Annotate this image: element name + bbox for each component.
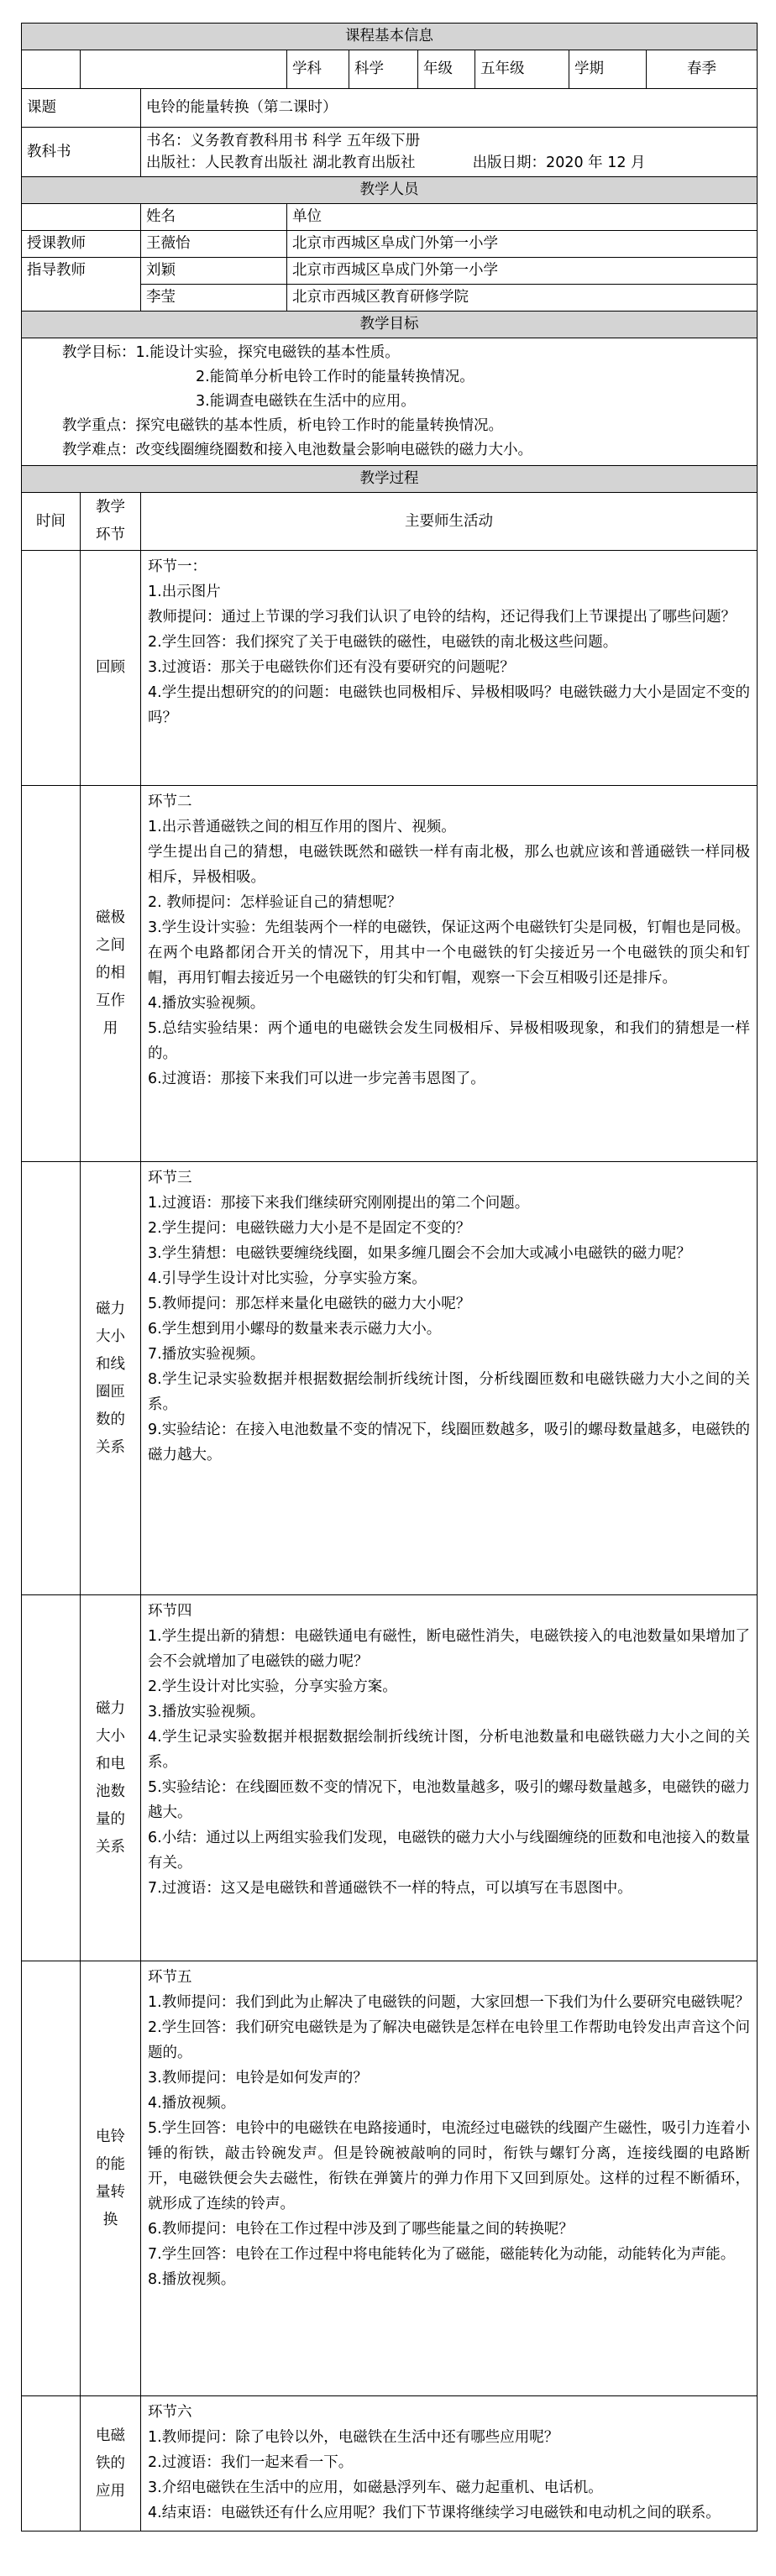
advisor-row	[22, 258, 758, 285]
step-item: 5.总结实验结果：两个通电的电磁铁会发生同极相斥、异极相吸现象，和我们的猜想是一样的。	[148, 1020, 751, 1062]
goal-item: 1.能设计实验，探究电磁铁的基本性质。	[135, 344, 400, 361]
stage-name: 电磁铁的应用	[96, 2427, 125, 2500]
step-title: 环节二	[148, 793, 192, 810]
stage-cell	[81, 786, 141, 1162]
textbook-label: 教科书	[22, 128, 141, 177]
basic-info-header-row	[22, 24, 758, 50]
process-header: 教学过程	[22, 466, 758, 493]
process-stage-row	[22, 786, 758, 1162]
step-item: 9.实验结论：在接入电池数量不变的情况下，线圈匝数越多，吸引的螺母数量越多，电磁铁的磁力越大。	[148, 1422, 751, 1463]
empty-cell	[22, 204, 141, 231]
empty-cell	[22, 50, 81, 89]
goal-label: 教学目标：	[62, 344, 136, 361]
activity-cell	[141, 1162, 758, 1595]
difficulty-line	[62, 438, 752, 463]
step-item: 学生提出自己的猜想，电磁铁既然和磁铁一样有南北极，那么也就应该和普通磁铁一样同极相斥，异极相吸。	[148, 844, 751, 886]
step-item: 8.学生记录实验数据并根据数据绘制折线统计图，分析线圈匝数和电磁铁磁力大小之间的关系。	[148, 1371, 751, 1413]
goals-row	[22, 338, 758, 466]
step-title: 环节四	[148, 1603, 192, 1620]
teacher-label: 授课教师	[22, 231, 141, 258]
step-item: 1.出示普通磁铁之间的相互作用的图片、视频。	[148, 819, 456, 835]
step-title: 环节一：	[148, 558, 207, 575]
step-item: 3.教师提问：电铃是如何发声的？	[148, 2070, 368, 2086]
step-item: 7.播放实验视频。	[148, 1346, 265, 1363]
topic-label: 课题	[22, 89, 141, 128]
step-item: 3.学生猜想：电磁铁要缠绕线圈，如果多缠几圈会不会加大或减小电磁铁的磁力呢？	[148, 1245, 691, 1262]
step-item: 4.结束语：电磁铁还有什么应用呢？我们下节课将继续学习电磁铁和电动机之间的联系。	[148, 2505, 721, 2521]
staff-unit-column: 单位	[287, 204, 758, 231]
step-item: 教师提问：通过上节课的学习我们认识了电铃的结构，还记得我们上节课提出了哪些问题？	[148, 609, 736, 626]
step-title: 环节三	[148, 1170, 192, 1186]
staff-header: 教学人员	[22, 177, 758, 204]
staff-name-column: 姓名	[141, 204, 287, 231]
step-item: 3.学生设计实验：先组装两个一样的电磁铁，保证这两个电磁铁钉尖是同极，钉帽也是同极。在两个电路都闭合开关的情况下，用其中一个电磁铁的钉尖接近另一个电磁铁的顶尖和钉帽，再用钉帽去接近另一个电磁铁的钉尖和钉帽，观察一下会互相吸引还是排斥。	[148, 919, 751, 987]
advisor-name: 李莹	[141, 285, 287, 312]
process-stage-row	[22, 1162, 758, 1595]
step-item: 7.学生回答：电铃在工作过程中将电能转化为了磁能，磁能转化为动能，动能转化为声能。	[148, 2246, 736, 2263]
step-item: 6.小结：通过以上两组实验我们发现，电磁铁的磁力大小与线圈缠绕的匝数和电池接入的数量有关。	[148, 1830, 751, 1872]
step-item: 7.过渡语：这又是电磁铁和普通磁铁不一样的特点，可以填写在韦恩图中。	[148, 1880, 632, 1897]
step-item: 4.播放视频。	[148, 2095, 236, 2112]
process-stage-row	[22, 1595, 758, 1961]
key-point-text: 探究电磁铁的基本性质，析电铃工作时的能量转换情况。	[135, 417, 503, 434]
time-cell	[22, 551, 81, 786]
lesson-plan-document	[21, 23, 757, 2531]
difficulty-text: 改变线圈缠绕圈数和接入电池数量会影响电磁铁的磁力大小。	[135, 442, 532, 458]
step-item: 2.学生回答：我们研究电磁铁是为了解决电磁铁是怎样在电铃里工作帮助电铃发出声音这个问题的。	[148, 2019, 751, 2061]
step-title: 环节六	[148, 2404, 192, 2421]
term-value: 春季	[647, 50, 758, 89]
step-title: 环节五	[148, 1969, 192, 1986]
activity-cell	[141, 1595, 758, 1961]
subject-label: 学科	[287, 50, 349, 89]
activity-cell	[141, 2396, 758, 2531]
step-item: 4.引导学生设计对比实验，分享实验方案。	[148, 1270, 427, 1287]
advisor-name: 刘颖	[141, 258, 287, 285]
key-point-label: 教学重点：	[62, 417, 136, 434]
process-header-row	[22, 466, 758, 493]
staff-header-row	[22, 177, 758, 204]
step-item: 8.播放视频。	[148, 2271, 236, 2288]
step-item: 3.过渡语：那关于电磁铁你们还有没有要研究的问题呢？	[148, 659, 515, 676]
step-item: 1.学生提出新的猜想：电磁铁通电有磁性，断电磁性消失，电磁铁接入的电池数量如果增加了会不会就增加了电磁铁的磁力呢？	[148, 1628, 751, 1670]
staff-columns-row	[22, 204, 758, 231]
stage-cell	[81, 2396, 141, 2531]
step-item: 5.教师提问：那怎样来量化电磁铁的磁力大小呢？	[148, 1296, 471, 1312]
stage-cell	[81, 1595, 141, 1961]
step-item: 3.播放实验视频。	[148, 1704, 265, 1720]
process-columns-row	[22, 493, 758, 551]
step-item: 3.介绍电磁铁在生活中的应用，如磁悬浮列车、磁力起重机、电话机。	[148, 2479, 603, 2496]
step-item: 2.学生回答：我们探究了关于电磁铁的磁性，电磁铁的南北极这些问题。	[148, 634, 618, 651]
stage-name: 磁极之间的相互作用	[96, 909, 125, 1037]
step-item: 1.过渡语：那接下来我们继续研究刚刚提出的第二个问题。	[148, 1195, 530, 1212]
step-item: 4.学生提出想研究的的问题：电磁铁也同极相斥、异极相吸吗？电磁铁磁力大小是固定不变的吗？	[148, 684, 751, 726]
goal-item: 3.能调查电磁铁在生活中的应用。	[196, 393, 416, 410]
process-stage-row	[22, 551, 758, 786]
stage-name: 磁力大小和电池数量的关系	[96, 1699, 125, 1856]
goal-item: 2.能简单分析电铃工作时的能量转换情况。	[196, 369, 475, 385]
textbook-publisher: 出版社：人民教育出版社 湖北教育出版社	[146, 154, 416, 171]
activity-cell	[141, 786, 758, 1162]
stage-column-header	[81, 493, 141, 551]
topic-row	[22, 89, 758, 128]
time-cell	[22, 1162, 81, 1595]
stage-cell	[81, 551, 141, 786]
step-item: 2.学生提问：电磁铁磁力大小是不是固定不变的？	[148, 1220, 471, 1237]
step-item: 6.教师提问：电铃在工作过程中涉及到了哪些能量之间的转换呢？	[148, 2221, 574, 2238]
advisor-unit: 北京市西城区教育研修学院	[287, 285, 758, 312]
textbook-publisher-line	[146, 152, 752, 174]
difficulty-label: 教学难点：	[62, 442, 136, 458]
process-stage-row	[22, 2396, 758, 2531]
advisor-label: 指导教师	[22, 258, 141, 312]
topic-value: 电铃的能量转换（第二课时）	[141, 89, 758, 128]
stage-name: 电铃的能量转换	[96, 2128, 125, 2228]
textbook-row	[22, 128, 758, 177]
stage-cell	[81, 1961, 141, 2396]
step-item: 1.教师提问：我们到此为止解决了电磁铁的问题，大家回想一下我们为什么要研究电磁铁呢？	[148, 1994, 750, 2011]
term-label: 学期	[569, 50, 647, 89]
step-item: 4.学生记录实验数据并根据数据绘制折线统计图，分析电池数量和电磁铁磁力大小之间的关系。	[148, 1729, 751, 1771]
stage-cell	[81, 1162, 141, 1595]
goals-cell	[22, 338, 758, 466]
advisor-unit: 北京市西城区阜成门外第一小学	[287, 258, 758, 285]
step-item: 1.出示图片	[148, 584, 221, 600]
time-column-header: 时间	[22, 493, 81, 551]
time-cell	[22, 1595, 81, 1961]
teacher-row	[22, 231, 758, 258]
subject-value: 科学	[349, 50, 418, 89]
step-item: 2.学生设计对比实验，分享实验方案。	[148, 1678, 397, 1695]
activity-column-header: 主要师生活动	[141, 493, 758, 551]
textbook-info	[141, 128, 758, 177]
time-cell	[22, 1961, 81, 2396]
textbook-title: 书名：义务教育教科用书 科学 五年级下册	[146, 133, 421, 149]
teacher-name: 王薇怡	[141, 231, 287, 258]
goals-header: 教学目标	[22, 312, 758, 338]
step-item: 6.学生想到用小螺母的数量来表示磁力大小。	[148, 1321, 442, 1338]
step-item: 6.过渡语：那接下来我们可以进一步完善韦恩图了。	[148, 1071, 485, 1087]
empty-cell	[81, 50, 287, 89]
basic-info-header: 课程基本信息	[22, 24, 758, 50]
step-item: 2.过渡语：我们一起来看一下。	[148, 2454, 354, 2471]
time-cell	[22, 2396, 81, 2531]
grade-value: 五年级	[475, 50, 569, 89]
teacher-unit: 北京市西城区阜成门外第一小学	[287, 231, 758, 258]
step-item: 5.学生回答：电铃中的电磁铁在电路接通时，电流经过电磁铁的线圈产生磁性，吸引力连着小锤的衔铁，敲击铃碗发声。但是铃碗被敲响的同时，衔铁与螺钉分离，连接线圈的电路断开，电磁铁便会失去磁性，衔铁在弹簧片的弹力作用下又回到原处。这样的过程不断循环，就形成了连续的铃声。	[148, 2120, 751, 2212]
lesson-plan-table	[21, 23, 758, 2531]
grade-label: 年级	[418, 50, 475, 89]
process-stage-row	[22, 1961, 758, 2396]
step-item: 1.教师提问：除了电铃以外，电磁铁在生活中还有哪些应用呢？	[148, 2429, 559, 2446]
step-item: 4.播放实验视频。	[148, 995, 265, 1012]
step-item: 5.实验结论：在线圈匝数不变的情况下，电池数量越多，吸引的螺母数量越多，电磁铁的磁力越大。	[148, 1779, 751, 1821]
goal-line	[62, 341, 752, 365]
time-cell	[22, 786, 81, 1162]
stage-name: 回顾	[96, 659, 125, 676]
goals-header-row	[22, 312, 758, 338]
stage-column-label: 教学环节	[96, 499, 125, 543]
activity-cell	[141, 1961, 758, 2396]
textbook-date: 出版日期：2020 年 12 月	[472, 154, 646, 171]
stage-name: 磁力大小和线圈匝数的关系	[96, 1300, 125, 1456]
subject-row	[22, 50, 758, 89]
key-point-line	[62, 414, 752, 438]
activity-cell	[141, 551, 758, 786]
step-item: 2. 教师提问：怎样验证自己的猜想呢？	[148, 894, 402, 911]
